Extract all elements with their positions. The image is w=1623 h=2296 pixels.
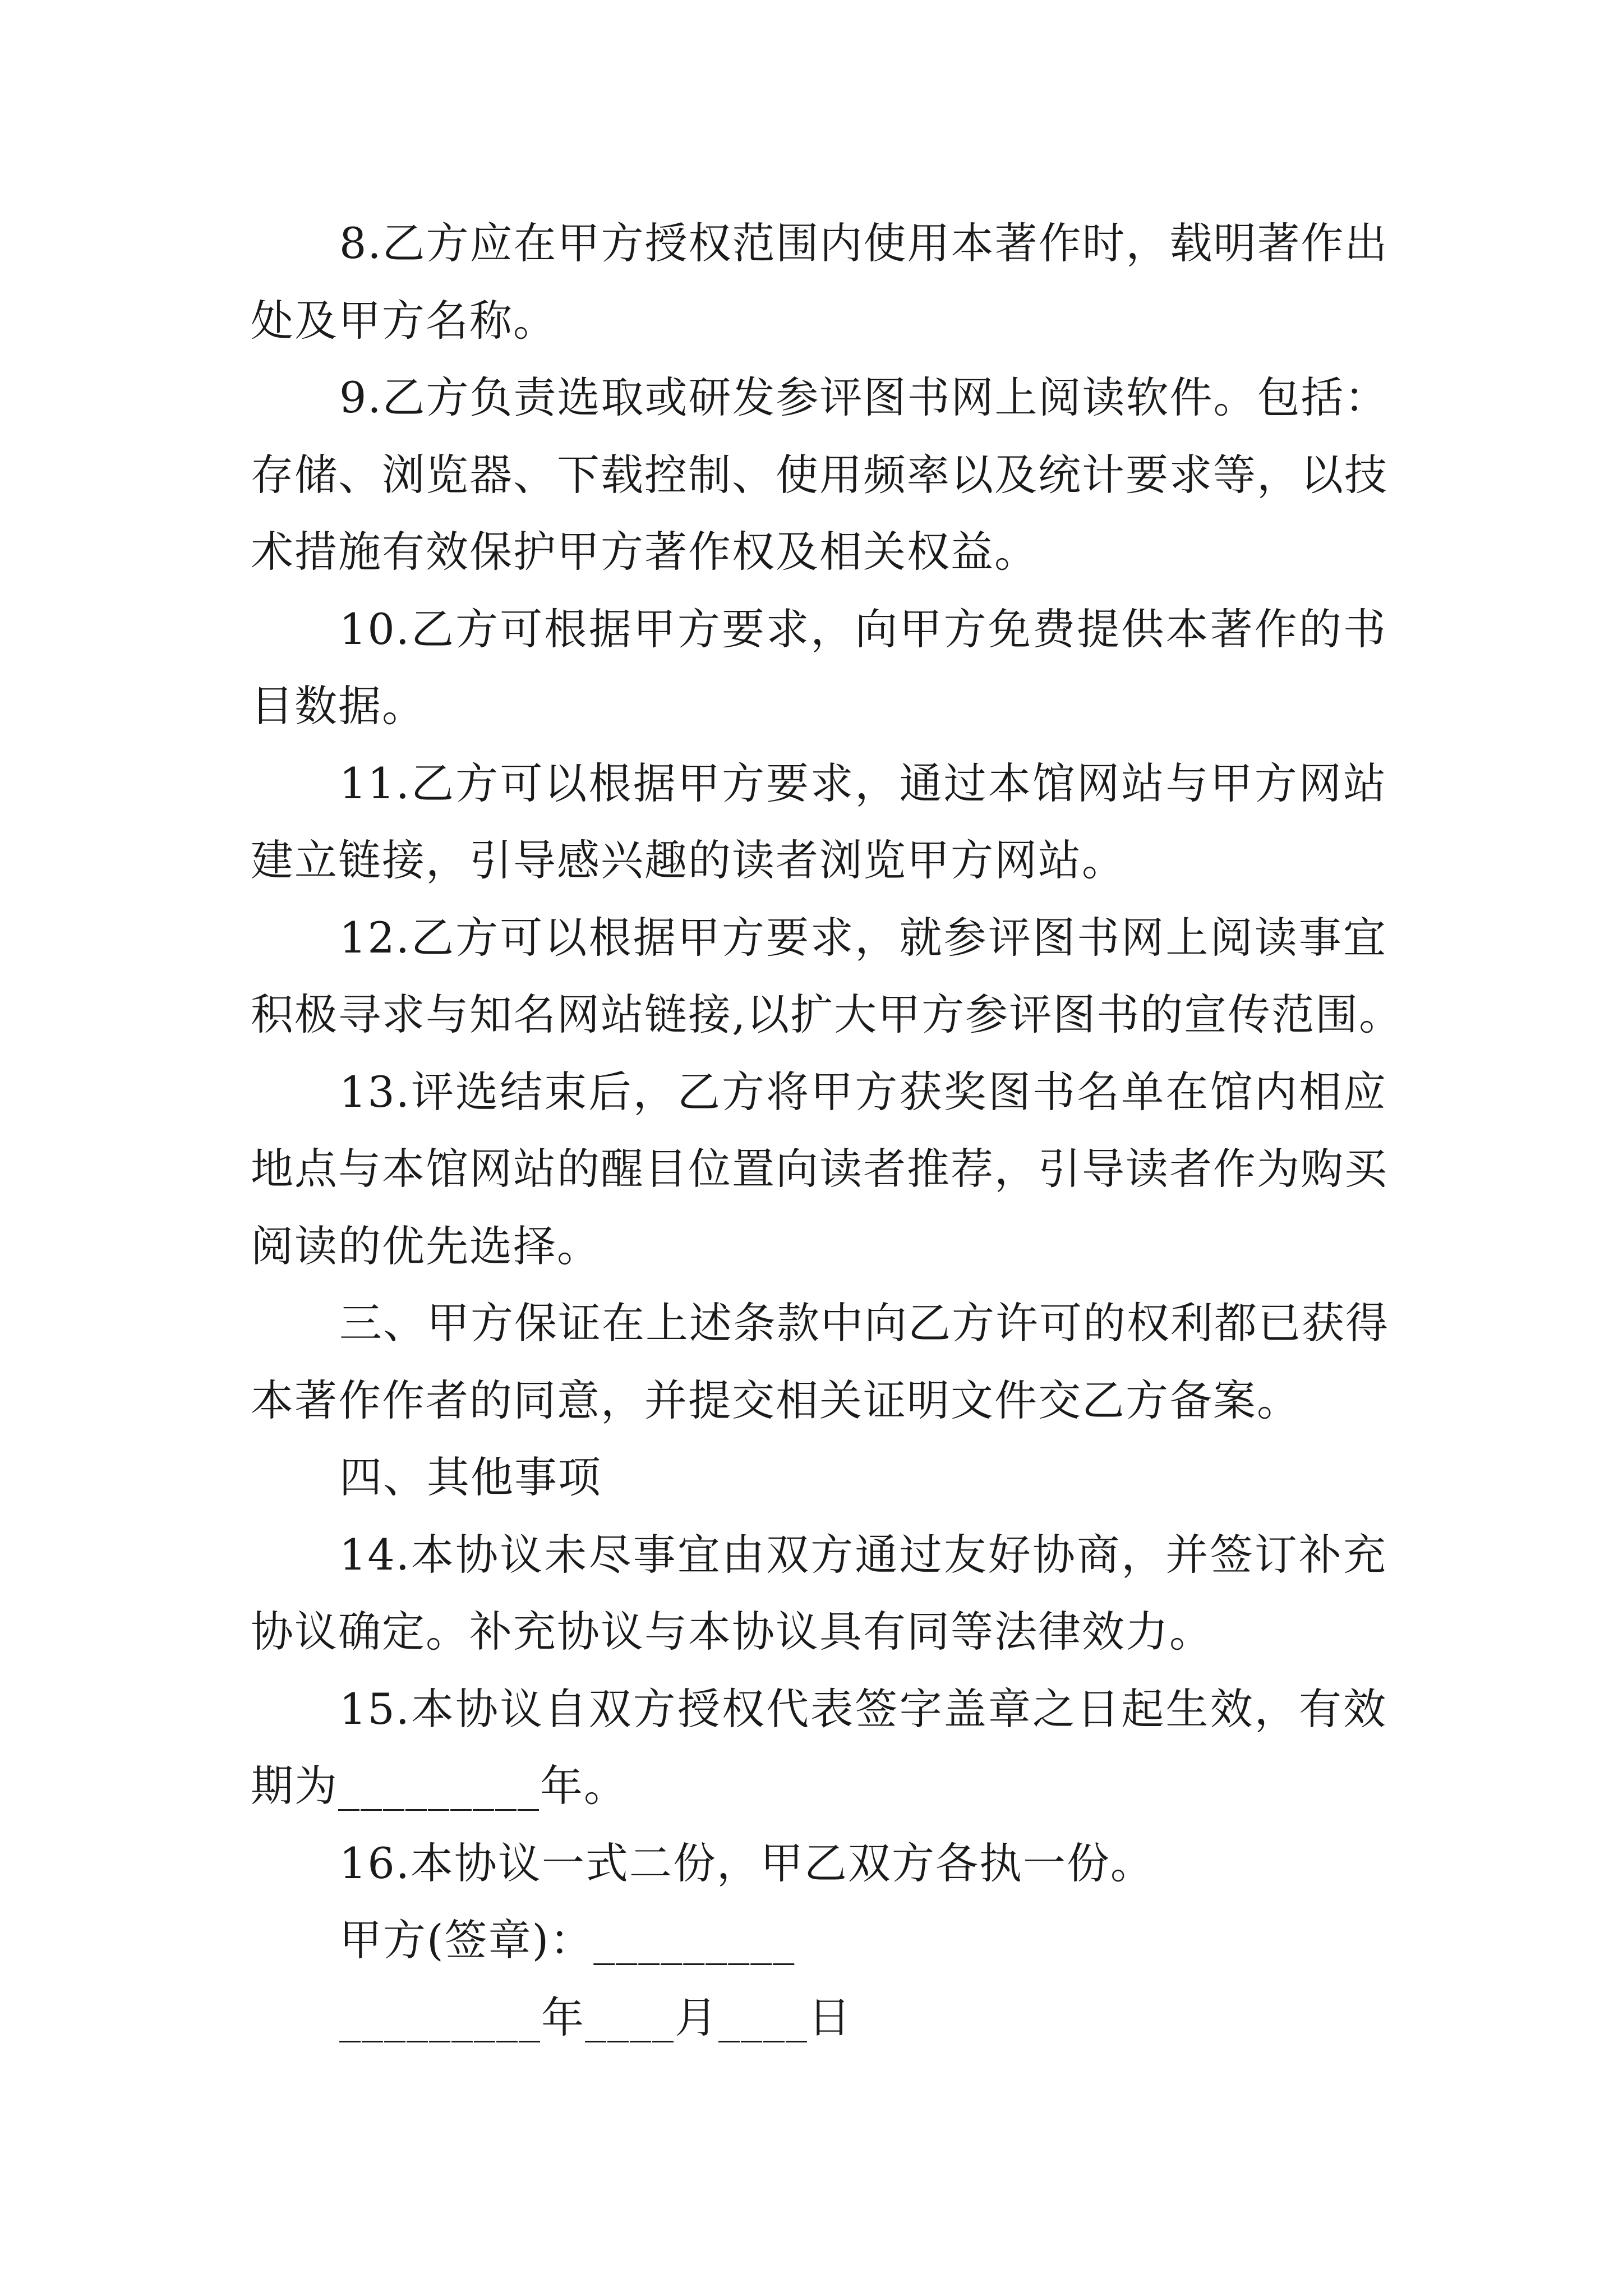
clause-9 bbox=[251, 359, 1387, 591]
section-3-line-1: 三、甲方保证在上述条款中向乙方许可的权利都已获得 bbox=[339, 1298, 1389, 1348]
clause-10 bbox=[251, 591, 1387, 745]
clause-12-line-2: 积极寻求与知名网站链接,以扩大甲方参评图书的宣传范围。 bbox=[251, 990, 1403, 1039]
clause-13 bbox=[251, 1053, 1387, 1285]
clause-15 bbox=[251, 1671, 1387, 1825]
clause-9-line-2: 存储、浏览器、下载控制、使用频率以及统计要求等，以技 bbox=[251, 449, 1388, 500]
clause-14-line-2: 协议确定。补充协议与本协议具有同等法律效力。 bbox=[251, 1607, 1213, 1657]
party-a-signature-line: 甲方(签章)：_________ bbox=[339, 1915, 796, 1965]
clause-8-line-2: 处及甲方名称。 bbox=[251, 295, 557, 346]
clause-13-line-3: 阅读的优先选择。 bbox=[251, 1221, 601, 1271]
clause-11-line-1: 11.乙方可以根据甲方要求，通过本馆网站与甲方网站 bbox=[339, 758, 1387, 808]
clause-14 bbox=[251, 1516, 1387, 1671]
clause-13-line-2: 地点与本馆网站的醒目位置向读者推荐，引导读者作为购买 bbox=[251, 1144, 1388, 1194]
party-a-signature bbox=[251, 1902, 1387, 1979]
clause-16 bbox=[251, 1825, 1387, 1902]
document-body bbox=[251, 205, 1403, 2056]
clause-10-line-2: 目数据。 bbox=[251, 681, 426, 731]
clause-9-line-1: 9.乙方负责选取或研发参评图书网上阅读软件。包括： bbox=[339, 372, 1389, 422]
section-3-line-2: 本著作作者的同意，并提交相关证明文件交乙方备案。 bbox=[251, 1375, 1301, 1425]
section-4 bbox=[251, 1439, 1387, 1516]
section-4-heading: 四、其他事项 bbox=[339, 1452, 602, 1502]
clause-14-line-1: 14.本协议未尽事宜由双方通过友好协商，并签订补充 bbox=[339, 1529, 1387, 1580]
clause-16-line-1: 16.本协议一式二份，甲乙双方各执一份。 bbox=[339, 1838, 1154, 1888]
clause-11 bbox=[251, 745, 1387, 899]
clause-12 bbox=[251, 899, 1403, 1053]
section-3 bbox=[251, 1285, 1387, 1439]
clause-8 bbox=[251, 205, 1387, 359]
clause-8-line-1: 8.乙方应在甲方授权范围内使用本著作时，载明著作出 bbox=[339, 218, 1389, 268]
signature-date-line: _________年____月____日 bbox=[339, 1992, 852, 2042]
clause-11-line-2: 建立链接，引导感兴趣的读者浏览甲方网站。 bbox=[251, 835, 1126, 885]
clause-10-line-1: 10.乙方可根据甲方要求，向甲方免费提供本著作的书 bbox=[339, 604, 1387, 654]
clause-12-line-1: 12.乙方可以根据甲方要求，就参评图书网上阅读事宜 bbox=[339, 912, 1387, 963]
clause-13-line-1: 13.评选结束后，乙方将甲方获奖图书名单在馆内相应 bbox=[339, 1066, 1387, 1117]
clause-9-line-3: 术措施有效保护甲方著作权及相关权益。 bbox=[251, 527, 1038, 577]
clause-15-line-1: 15.本协议自双方授权代表签字盖章之日起生效，有效 bbox=[339, 1683, 1387, 1734]
clause-15-term-blank-line: 期为_________年。 bbox=[251, 1761, 628, 1811]
signature-date bbox=[251, 1979, 1387, 2056]
